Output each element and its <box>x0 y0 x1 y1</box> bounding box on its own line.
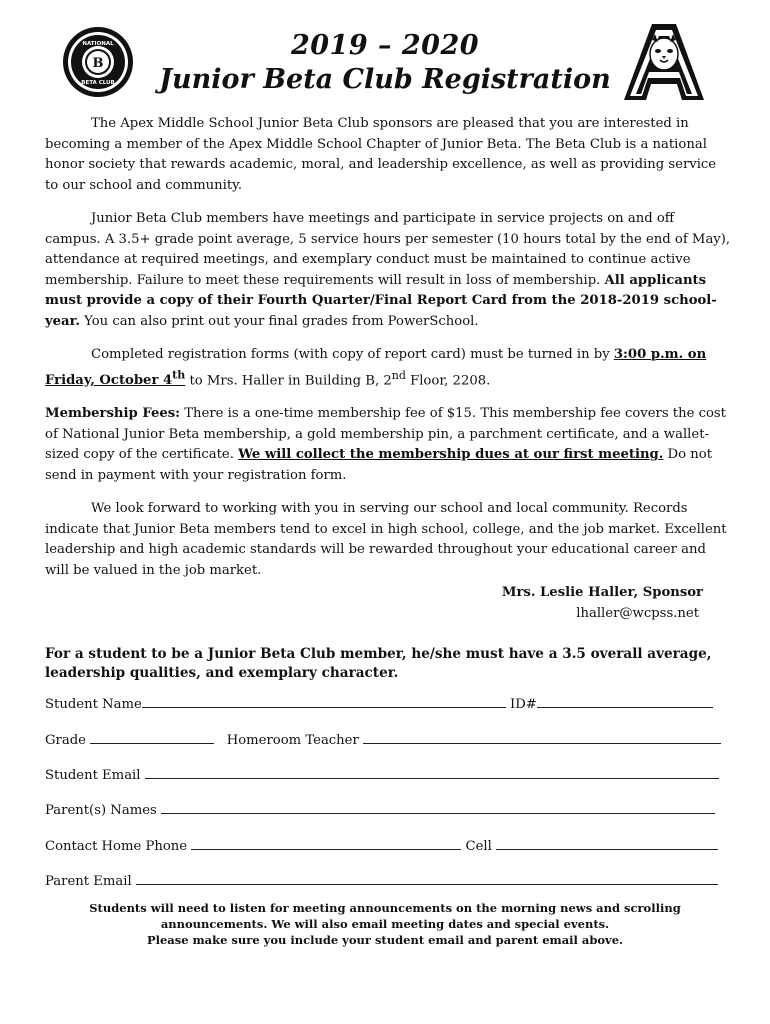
id-label: ID# <box>509 697 537 712</box>
page-title: Junior Beta Club Registration <box>159 64 611 95</box>
homeroom-label: Homeroom Teacher <box>226 733 359 748</box>
footer-note <box>0 900 770 948</box>
deadline-room: Floor, 2208. <box>405 372 491 388</box>
fees-heading: Membership Fees: <box>45 406 181 422</box>
floor-sup: nd <box>391 368 406 382</box>
parent-email-label: Parent Email <box>45 874 132 889</box>
payment-note: Do not send in payment with your registration form. <box>45 447 712 483</box>
parents-field[interactable] <box>161 800 715 814</box>
intro-paragraph: The Apex Middle School Junior Beta Club sponsors are pleased that you are interested in becoming a member of the Apex Middle School Chapter of Junior Beta. The Beta Club is a national honor society that rewards academic, moral, and leadership excellence, as well as providing service to our school and community. <box>45 116 717 193</box>
cell-field[interactable] <box>496 836 718 850</box>
home-phone-label: Contact Home Phone <box>45 839 188 854</box>
footer-line-3: Please make sure you include your student email and parent email above. <box>146 933 624 947</box>
fees-paragraph <box>45 404 733 486</box>
student-email-label: Student Email <box>45 768 141 783</box>
id-field[interactable] <box>537 694 713 708</box>
deadline-date-text: 3:00 p.m. on Friday, October 4 <box>45 347 707 388</box>
cell-label: Cell <box>465 839 492 854</box>
grade-label: Grade <box>45 733 86 748</box>
parent-email-field[interactable] <box>136 871 718 885</box>
deadline-location: to Mrs. Haller in Building B, 2 <box>185 372 392 388</box>
deadline-date-sup: th <box>172 368 186 382</box>
student-name-row <box>45 694 721 712</box>
seal-center-letter: B <box>92 56 104 71</box>
student-email-field[interactable] <box>145 765 719 779</box>
closing-paragraph: We look forward to working with you in serving our school and local community. Records indicate that Junior Beta members tend to excel in high school, college, and the job market. Excellent leadership and high academic standards will be rewarded throughout your educational career and will be valued in the job market. <box>45 501 727 578</box>
powerschool-note: You can also print out your final grades from PowerSchool. <box>79 313 479 329</box>
page-year: 2019 – 2020 <box>290 30 480 61</box>
seal-bottom-text: BETA CLUB <box>81 80 115 86</box>
footer-line-2: announcements. We will also email meeting dates and special events. <box>160 917 610 931</box>
footer-line-1: Students will need to listen for meeting announcements on the morning news and scrolling <box>89 901 681 915</box>
student-name-label: Student Name <box>45 697 142 712</box>
deadline-paragraph <box>45 345 733 391</box>
phone-row <box>45 836 721 854</box>
sponsor-email[interactable]: lhaller@wcpss.net <box>576 605 699 621</box>
student-name-field[interactable] <box>142 694 506 708</box>
membership-requirement: For a student to be a Junior Beta Club member, he/she must have a 3.5 overall average, leadership qualities, and exemplary character. <box>45 646 712 681</box>
parents-row <box>45 800 721 818</box>
report-card-requirement: All applicants must provide a copy of their Fourth Quarter/Final Report Card from the 2018-2019 school-year. <box>45 272 717 329</box>
seal-top-text: NATIONAL <box>82 41 114 47</box>
home-phone-field[interactable] <box>191 836 461 850</box>
signature-block <box>45 583 703 624</box>
fees-text: There is a one-time membership fee of $15. This membership fee covers the cost of National Junior Beta membership, a gold membership pin, a parchment certificate, and a wallet-sized copy of the certificate. <box>45 406 726 463</box>
parents-label: Parent(s) Names <box>45 803 157 818</box>
grade-row <box>45 730 721 748</box>
homeroom-field[interactable] <box>363 730 721 744</box>
membership-text: Junior Beta Club members have meetings and participate in service projects on and off campus. A 3.5+ grade point average, 5 service hours per semester (10 hours total by the end of May), attendance at required meetings, and exemplary conduct must be maintained to continue active membership. Failure to meet these requirements will result in loss of membership. <box>45 211 731 288</box>
student-email-row <box>45 765 721 783</box>
sponsor-name: Mrs. Leslie Haller, Sponsor <box>501 585 703 601</box>
membership-paragraph <box>45 209 733 332</box>
dues-note: We will collect the membership dues at our first meeting. <box>238 447 664 463</box>
body-text <box>45 114 733 624</box>
parent-email-row <box>45 871 721 889</box>
grade-field[interactable] <box>90 730 214 744</box>
deadline-intro: Completed registration forms (with copy of report card) must be turned in by <box>91 347 614 362</box>
